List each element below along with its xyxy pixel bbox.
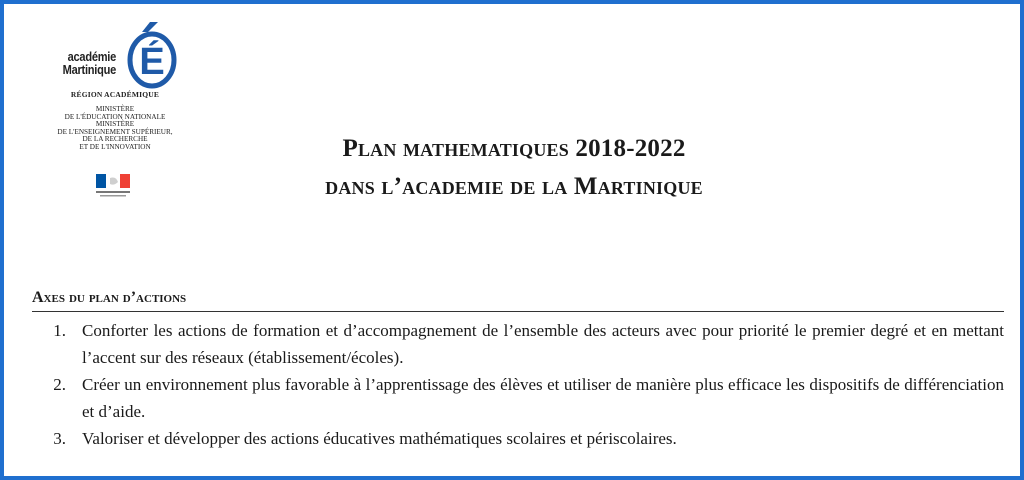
list-item-number: 3. (53, 429, 66, 448)
academie-line1: académie (67, 49, 116, 64)
list-item-text: Créer un environnement plus favorable à l’apprentissage des élèves et utiliser de manière plus efficace les dispositifs de différenciation et d’aide. (82, 375, 1004, 421)
title-line-1: Plan mathematiques 2018-2022 (342, 135, 686, 162)
ministere-2-line: ET DE L'INNOVATION (79, 142, 151, 151)
academie-wordmark (34, 50, 116, 76)
ministere-1-line: DE L'ÉDUCATION NATIONALE (64, 112, 166, 121)
ministere-2-line: MINISTÈRE (95, 120, 135, 129)
list-item-text: Valoriser et développer des actions éducatives mathématiques scolaires et périscolaires. (82, 429, 677, 448)
list-item (32, 372, 1004, 425)
academie-e-icon (120, 18, 180, 90)
republique-francaise-flag-icon (92, 172, 136, 200)
title-line-2: dans l’academie de la Martinique (325, 173, 703, 200)
ministere-lines (34, 106, 196, 152)
academie-line2: Martinique (62, 62, 116, 77)
section-heading: Axes du plan d’actions (32, 289, 1004, 312)
list-item-number: 1. (53, 321, 66, 340)
axes-list (32, 318, 1004, 454)
region-label: RÉGION ACADÉMIQUE (70, 90, 160, 99)
ministere-2-line: DE LA RECHERCHE (82, 135, 148, 144)
list-item (32, 426, 1004, 453)
list-item (32, 318, 1004, 371)
list-item-number: 2. (53, 375, 66, 394)
ministere-1-line: MINISTÈRE (95, 105, 135, 113)
list-item-text: Conforter les actions de formation et d’accompagnement de l’ensemble des acteurs avec pour priorité le premier degré et en mettant l’accent sur des réseaux (établissement/écoles). (82, 321, 1004, 367)
badge-letter: É (139, 41, 165, 83)
ministere-2-line: DE L'ENSEIGNEMENT SUPÉRIEUR, (57, 127, 173, 136)
document-title (234, 130, 794, 206)
